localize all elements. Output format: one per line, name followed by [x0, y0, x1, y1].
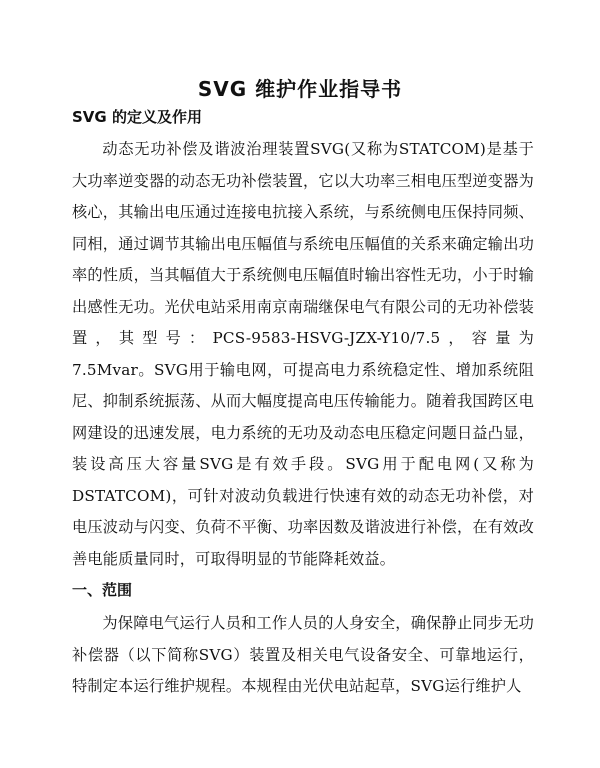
- section-paragraph-scope: 为保障电气运行人员和工作人员的人身安全，确保静止同步无功补偿器（以下简称SVG）装置及相关电气设备安全、可靠地运行，特制定本运行维护规程。本规程由光伏电站起草，SVG运行维护人: [72, 614, 534, 695]
- section-heading-definition: SVG 的定义及作用: [72, 108, 202, 126]
- section-heading-scope: 一、范围: [72, 581, 133, 599]
- document-title: SVG 维护作业指导书: [197, 77, 403, 101]
- section-paragraph-definition: 动态无功补偿及谐波治理装置SVG(又称为STATCOM)是基于大功率逆变器的动态无功补偿装置，它以大功率三相电压型逆变器为核心，其输出电压通过连接电抗接入系统，与系统侧电压保持同频、同相，通过调节其输出电压幅值与系统电压幅值的关系来确定输出功率的性质，当其幅值大于系统侧电压幅值时输出容性无功，小于时输出感性无功。光伏电站采用南京南瑞继保电气有限公司的无功补偿装置，其型号：PCS-9583-HSVG-JZX-Y10/7.5，容量为7.5Mvar。SVG用于输电网，可提高电力系统稳定性、增加系统阻尼、抑制系统振荡、从而大幅度提高电压传输能力。随着我国跨区电网建设的迅速发展，电力系统的无功及动态电压稳定问题日益凸显，装设高压大容量SVG是有效手段。SVG用于配电网(又称为DSTATCOM)，可针对波动负载进行快速有效的动态无功补偿，对电压波动与闪变、负荷不平衡、功率因数及谐波进行补偿，在有效改善电能质量同时，可取得明显的节能降耗效益。: [72, 140, 534, 568]
